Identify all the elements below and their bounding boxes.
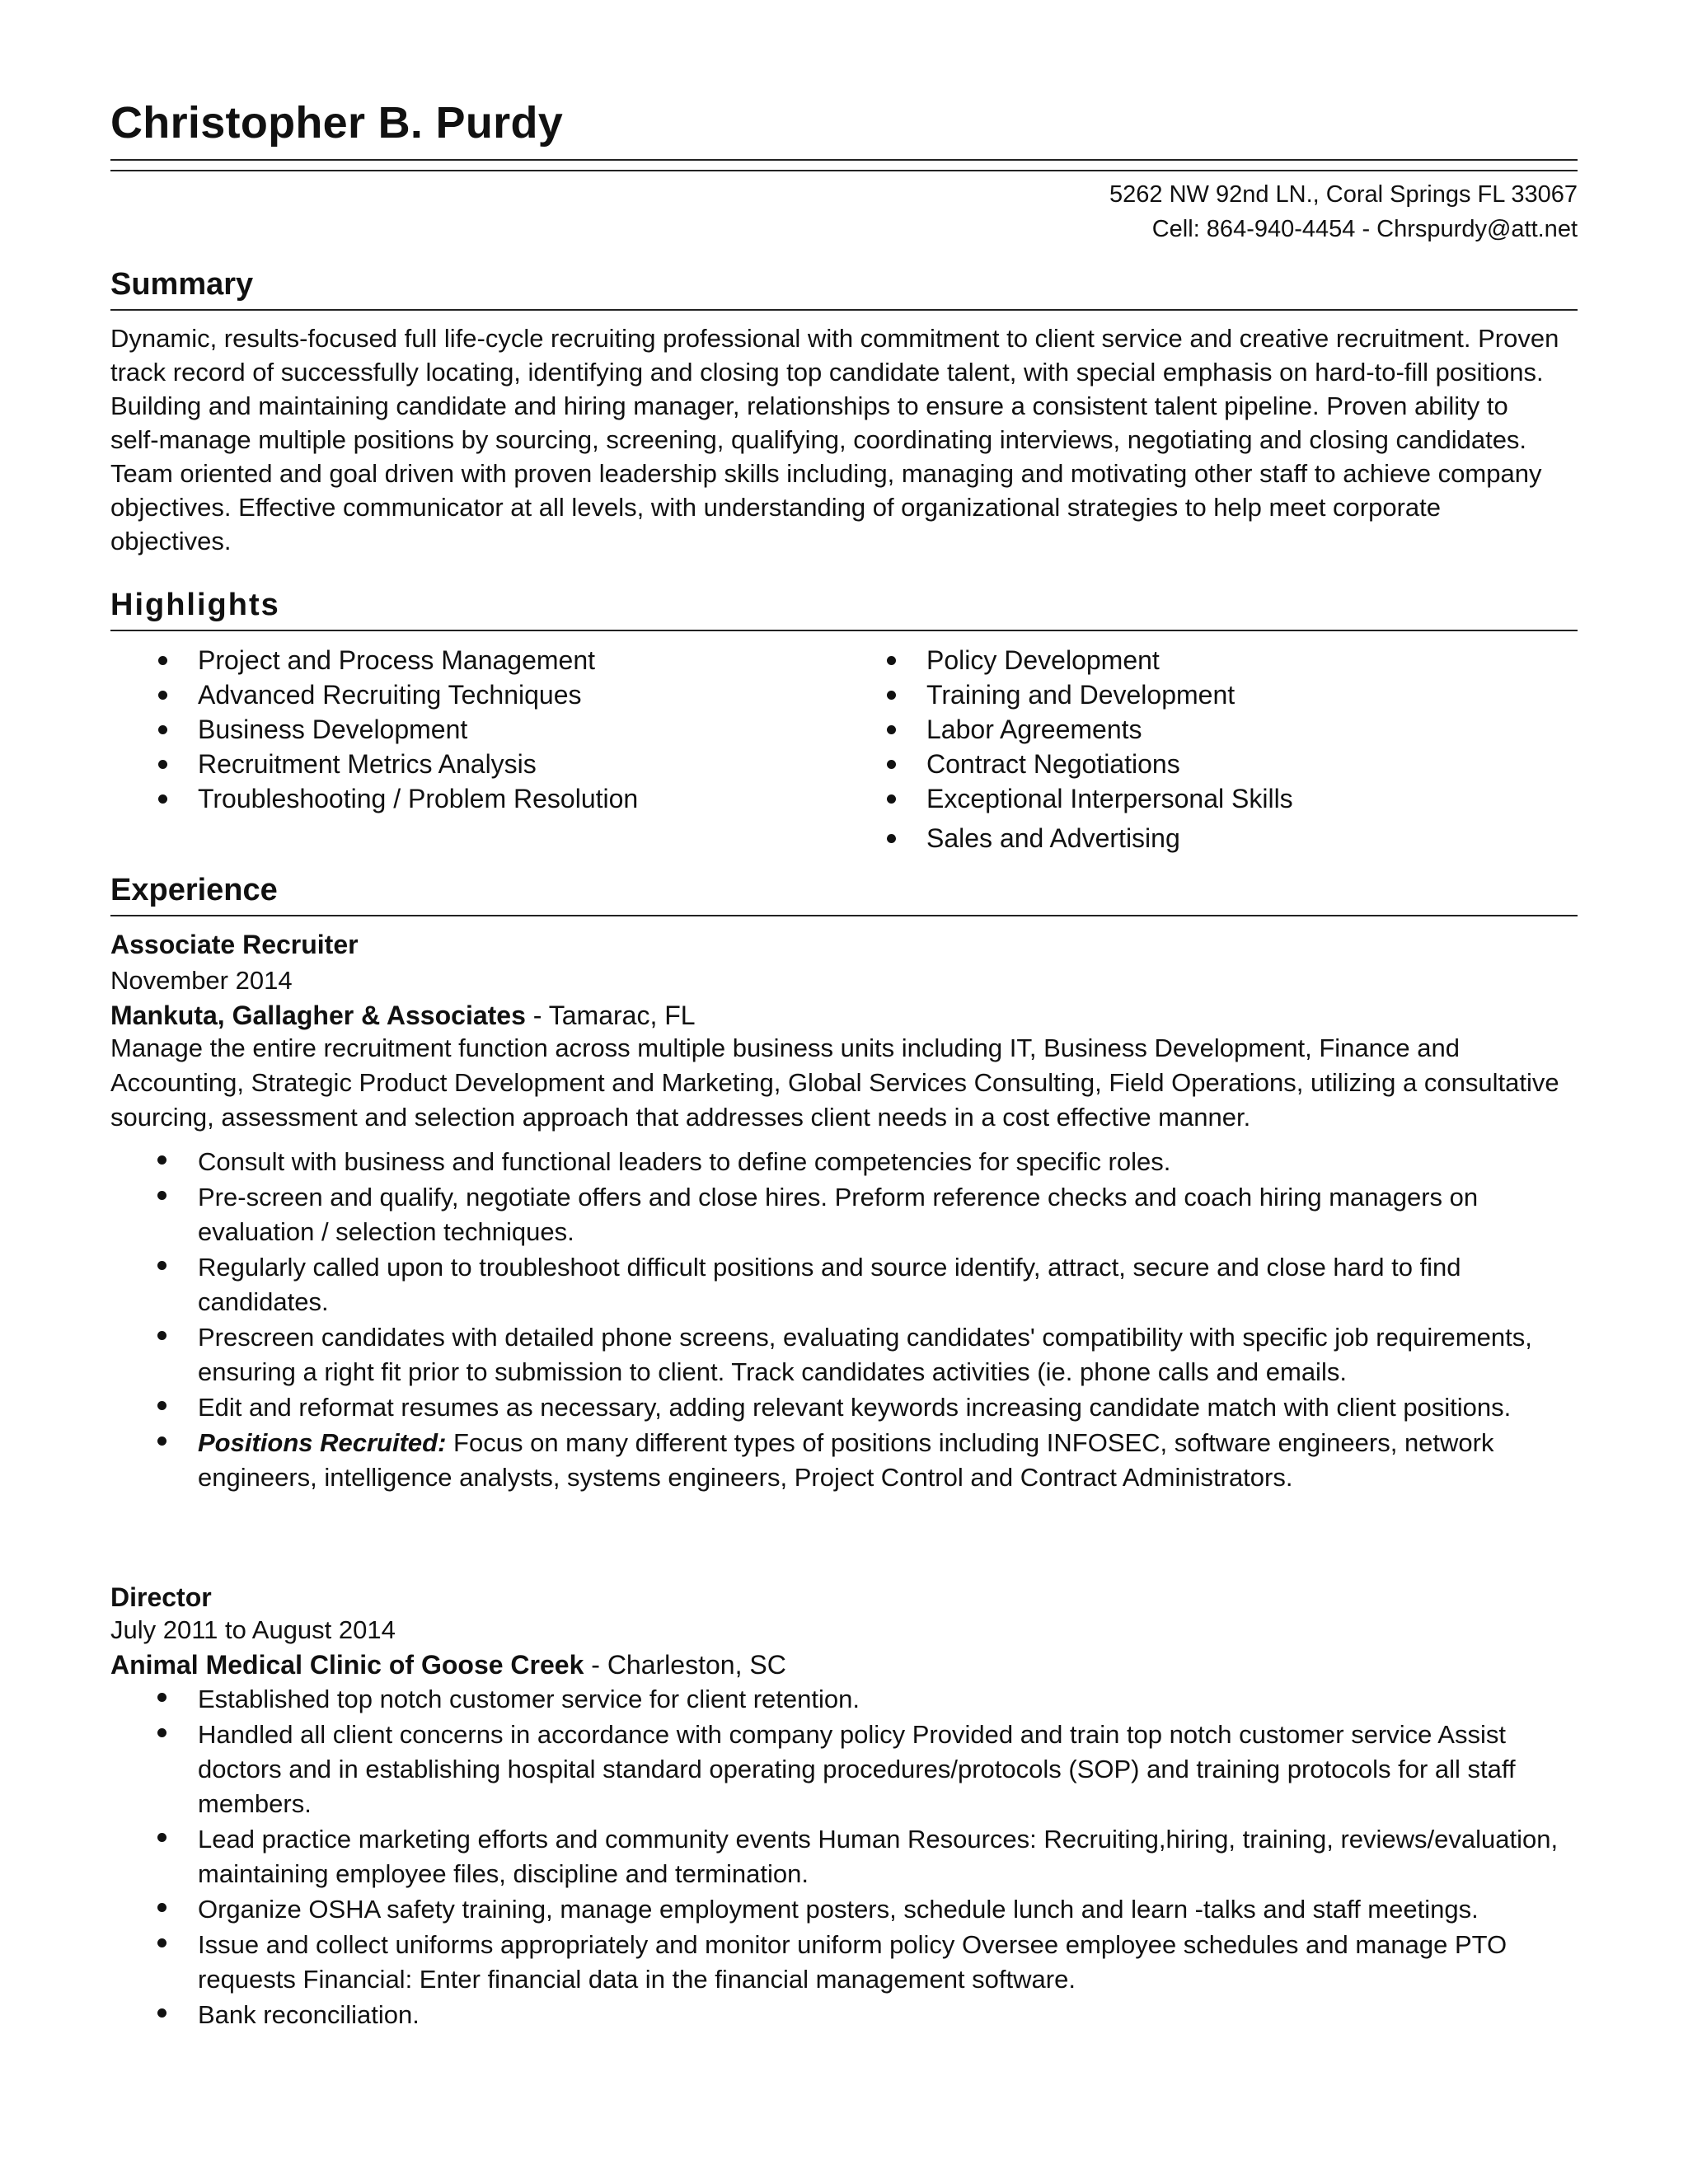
company-location: - Charleston, SC [584, 1650, 786, 1680]
list-item: Policy Development [885, 643, 1293, 677]
list-item: Troubleshooting / Problem Resolution [157, 781, 638, 816]
section-rule-experience [110, 915, 1578, 916]
header-rule-top [110, 159, 1578, 161]
contact-address: 5262 NW 92nd LN., Coral Springs FL 33067 [1109, 181, 1578, 208]
job-bullets [110, 1145, 1561, 1496]
section-rule-highlights [110, 630, 1578, 631]
list-item: Consult with business and functional leaders to define competencies for specific roles. [110, 1145, 1561, 1179]
list-item: Handled all client concerns in accordance with company policy Provided and train top notch customer service Assist doctors and in establishing hospital standard operating procedures/protocols (SOP) and training protocols for all staff members. [110, 1718, 1561, 1821]
company-name: Animal Medical Clinic of Goose Creek [110, 1650, 584, 1680]
list-item: Established top notch customer service for client retention. [110, 1682, 1561, 1717]
list-item: Recruitment Metrics Analysis [157, 747, 638, 781]
list-item: Regularly called upon to troubleshoot difficult positions and source identify, attract, secure and close hard to find candidates. [110, 1250, 1561, 1319]
job-description: Manage the entire recruitment function across multiple business units including IT, Business Development, Finance and Accounting, Strategic Product Development and Marketing, Global Services Consulting, Field Operations, utilizing a consultative sourcing, assessment and selection approach that addresses client needs in a cost effective manner. [110, 1033, 1559, 1132]
header-rule-bottom [110, 170, 1578, 171]
section-title-experience: Experience [110, 873, 278, 907]
candidate-name: Christopher B. Purdy [110, 98, 564, 148]
positions-recruited-text: Focus on many different types of positions including INFOSEC, software engineers, network engineers, intelligence analysts, systems engineers, Project Control and Contract Administrators. [198, 1428, 1494, 1492]
summary-text: Dynamic, results-focused full life-cycle recruiting professional with commitment to client service and creative recruitment. Proven track record of successfully locating, identifying and closing top candidate talent, with special emphasis on hard-to-fill positions. Building and maintaining candidate and hiring manager, relationships to ensure a consistent talent pipeline. Proven ability to self-manage multiple positions by sourcing, screening, qualifying, coordinating interviews, negotiating and closing candidates. Team oriented and goal driven with proven leadership skills including, managing and motivating other staff to achieve company objectives. Effective communicator at all levels, with understanding of organizational strategies to help meet corporate objectives. [110, 324, 1559, 555]
section-title-summary: Summary [110, 267, 254, 302]
contact-phone-email: Cell: 864-940-4454 - Chrspurdy@att.net [1151, 216, 1578, 242]
positions-recruited-label: Positions Recruited: [198, 1428, 447, 1457]
list-item: Organize OSHA safety training, manage employment posters, schedule lunch and learn -talks and staff meetings. [110, 1892, 1561, 1927]
list-item: Exceptional Interpersonal Skills [885, 781, 1293, 816]
list-item: Issue and collect uniforms appropriately and monitor uniform policy Oversee employee schedules and manage PTO requests Financial: Enter financial data in the financial management software. [110, 1928, 1561, 1997]
list-item: Contract Negotiations [885, 747, 1293, 781]
company-location: - Tamarac, FL [525, 1001, 696, 1030]
job-date: November 2014 [110, 966, 293, 995]
list-item: Prescreen candidates with detailed phone screens, evaluating candidates' compatibility with specific job requirements, ensuring a right fit prior to submission to client. Track candidates activities (ie. phone calls and emails. [110, 1320, 1561, 1390]
section-rule-summary [110, 309, 1578, 311]
list-item: Bank reconciliation. [110, 1998, 1561, 2032]
job-date: July 2011 to August 2014 [110, 1615, 396, 1644]
job-title: Director [110, 1582, 212, 1612]
list-item: Lead practice marketing efforts and community events Human Resources: Recruiting,hiring, training, reviews/evaluation, maintaining employee files, discipline and termination. [110, 1822, 1561, 1891]
job-company-line [110, 1652, 786, 1678]
highlights-list-left [157, 643, 638, 816]
list-item: Advanced Recruiting Techniques [157, 677, 638, 712]
section-title-highlights: Highlights [110, 588, 280, 622]
job-bullets [110, 1682, 1561, 2033]
list-item: Training and Development [885, 677, 1293, 712]
company-name: Mankuta, Gallagher & Associates [110, 1001, 526, 1030]
list-item: Business Development [157, 712, 638, 747]
list-item: Project and Process Management [157, 643, 638, 677]
list-item-positions-recruited [110, 1426, 1561, 1495]
job-company-line [110, 1002, 696, 1029]
list-item: Edit and reformat resumes as necessary, adding relevant keywords increasing candidate match with client positions. [110, 1390, 1561, 1425]
highlights-list-right [885, 643, 1293, 855]
list-item: Labor Agreements [885, 712, 1293, 747]
job-title: Associate Recruiter [110, 930, 359, 959]
list-item: Pre-screen and qualify, negotiate offers and close hires. Preform reference checks and coach hiring managers on evaluation / selection techniques. [110, 1180, 1561, 1249]
list-item: Sales and Advertising [885, 821, 1293, 855]
